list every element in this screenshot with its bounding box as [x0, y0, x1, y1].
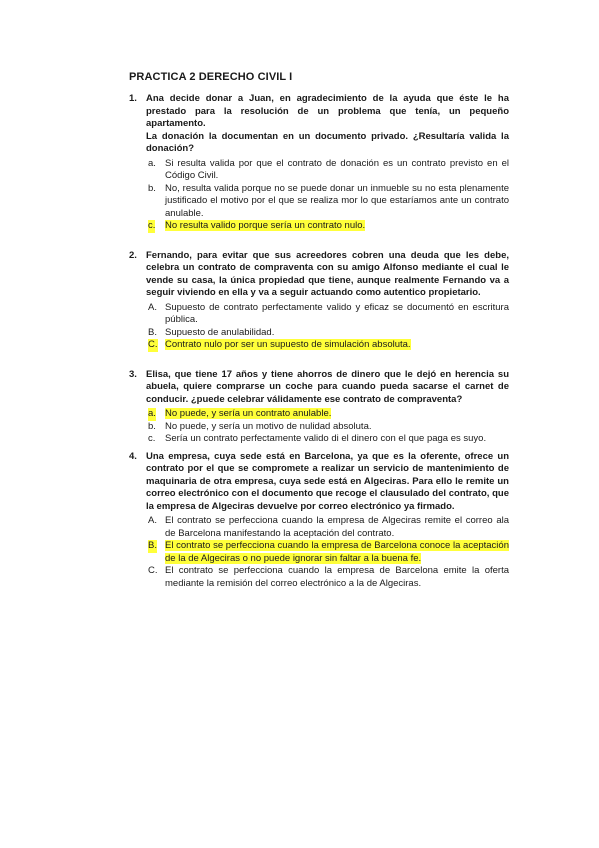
options-list: [146, 158, 509, 233]
question-number: 3.: [129, 368, 137, 380]
option-text: El contrato se perfecciona cuando la empresa de Barcelona emite la oferta mediante la remisión del correo electrónico a la de Algeciras.: [165, 565, 509, 589]
question-2: [129, 250, 509, 352]
option-letter: C.: [148, 339, 158, 350]
option-text-highlighted: No puede, y sería un contrato anulable.: [165, 408, 332, 419]
options-list: [146, 408, 509, 446]
option-letter: C.: [148, 565, 158, 576]
option-text: Sería un contrato perfectamente valido di el dinero con el que paga es suyo.: [165, 433, 487, 444]
option-text: Si resulta valida por que el contrato de donación es un contrato previsto en el Código Civil.: [165, 157, 509, 181]
option-text: No, resulta valida porque no se puede donar un inmueble su no esta plenamente justificado el motivo por el que se realiza mor lo que estaríamos ante un contrato anulable.: [165, 182, 509, 219]
option-a: [146, 515, 509, 540]
options-list: [146, 515, 509, 590]
option-b: [146, 421, 509, 434]
question-subtext: La donación la documentan en un documento privado. ¿Resultaría valida la donación?: [146, 130, 509, 154]
option-c: [146, 220, 509, 233]
question-number: 1.: [129, 93, 137, 104]
options-list: [146, 302, 509, 352]
option-c: [146, 339, 509, 352]
option-a: [146, 302, 509, 327]
option-letter: A.: [148, 301, 157, 313]
option-letter: b.: [148, 420, 156, 432]
option-b: [146, 183, 509, 221]
option-b: [146, 540, 509, 565]
option-text: Supuesto de anulabilidad.: [165, 326, 275, 338]
option-text: No puede, y sería un motivo de nulidad absoluta.: [165, 420, 372, 432]
option-letter: c.: [148, 433, 156, 444]
option-text: Supuesto de contrato perfectamente valido y eficaz se documentó en escritura pública.: [165, 301, 509, 325]
option-letter: B.: [148, 326, 157, 338]
question-4: [129, 451, 509, 591]
option-a: [146, 408, 509, 421]
option-text-highlighted: No resulta valido porque sería un contrato nulo.: [165, 220, 366, 231]
option-a: [146, 158, 509, 183]
option-letter: a.: [148, 157, 156, 169]
option-letter: b.: [148, 182, 156, 194]
option-text-highlighted: Contrato nulo por ser un supuesto de simulación absoluta.: [165, 339, 411, 350]
option-letter: a.: [148, 408, 156, 419]
question-statement: Ana decide donar a Juan, en agradecimiento de la ayuda que éste le ha prestado para la resolución de un problema que tenía, un pequeño apartamento.: [146, 93, 509, 129]
question-3: [129, 369, 509, 446]
option-text-highlighted: El contrato se perfecciona cuando la empresa de Barcelona conoce la aceptación de la de Algeciras o no puede ignorar sin faltar a la buena fe.: [165, 540, 509, 564]
question-number: 2.: [129, 249, 137, 261]
question-text: Fernando, para evitar que sus acreedores cobren una deuda que les debe, celebra un contrato de compraventa con su amigo Alfonso mediante el cual le vende su casa, la única propiedad que tiene, aunque realmente Fernando va a seguir viviendo en ella y va a seguir actuando como autentico propietario.: [146, 249, 509, 298]
option-letter: c.: [148, 220, 156, 231]
question-1: [129, 93, 509, 233]
question-text: Elisa, que tiene 17 años y tiene ahorros de dinero que le dejó en herencia su abuela, quiere comprarse un coche para cuando pueda sacarse el carnet de conducir. ¿puede celebrar válidamente ese contrato de compraventa?: [146, 368, 509, 405]
option-b: [146, 327, 509, 340]
option-text: El contrato se perfecciona cuando la empresa de Algeciras remite el correo ala de Barcelona manifestando la aceptación del contrato.: [165, 515, 509, 539]
document-title: PRACTICA 2 DERECHO CIVIL I: [129, 71, 293, 83]
option-letter: A.: [148, 515, 157, 526]
question-text: Una empresa, cuya sede está en Barcelona, ya que es la oferente, ofrece un contrato por el que se compromete a realizar un servicio de mantenimiento de maquinaria de otra empresa, cuya sede está en Algeciras. Para ello le remite un correo electrónico con el documento que recoge el clausulado del contrato, que la empresa de Algeciras devuelve por correo electrónico ya firmado.: [146, 450, 509, 512]
question-number: 4.: [129, 450, 137, 462]
option-c: [146, 433, 509, 446]
option-c: [146, 565, 509, 590]
option-letter: B.: [148, 540, 157, 551]
question-text: [146, 93, 509, 156]
